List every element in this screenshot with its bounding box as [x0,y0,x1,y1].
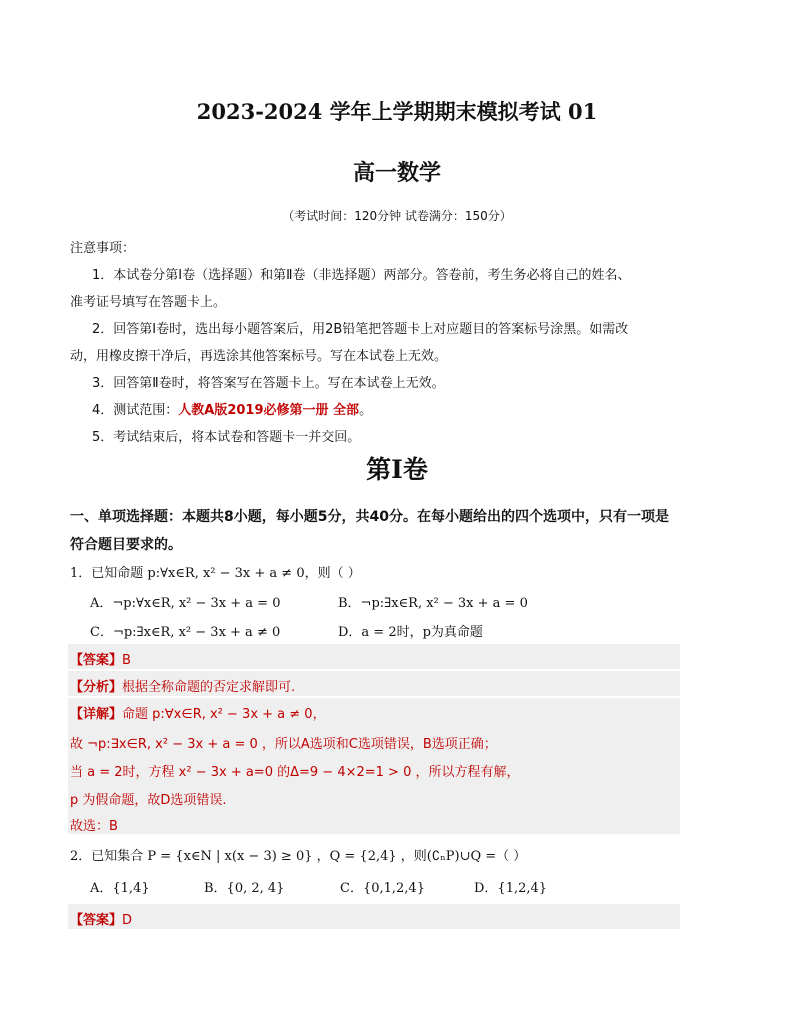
q1-analysis-text: 根据全称命题的否定求解即可. [122,680,296,695]
q2-option-c: C．{0,1,2,4} [340,881,425,896]
note-2-line-1: 2．回答第Ⅰ卷时，选出每小题答案后，用2B铅笔把答题卡上对应题目的答案标号涂黑。如需改 [92,322,629,337]
note-1-line-2: 准考证号填写在答题卡上。 [70,295,227,310]
subject-title: 高一数学 [352,160,441,186]
note-3: 3．回答第Ⅱ卷时，将答案写在答题卡上。写在本试卷上无效。 [92,376,445,391]
note-4-scope: 人教A版2019必修第一册 全部 [178,403,360,418]
q2-answer [70,909,132,928]
note-4-suffix: 。 [359,403,373,418]
q1-option-b: B．¬p:∃x∈R, x² − 3x + a = 0 [338,596,528,611]
q1-option-c: C．¬p:∃x∈R, x² − 3x + a ≠ 0 [90,625,281,640]
q1-detail-text-2: 故 ¬p:∃x∈R, x² − 3x + a = 0 ，所以A选项和C选项错误，B选项正确； [70,737,497,752]
q1-detail-text-1: 命题 p:∀x∈R, x² − 3x + a ≠ 0， [122,707,326,722]
q1-answer [70,649,131,668]
q2-option-b: B．{0, 2, 4} [204,881,285,896]
q1-detail-line-2 [70,733,497,752]
q1-choose [70,815,118,834]
q1-detail-line-4 [70,789,227,808]
section-1-line-2: 符合题目要求的。 [70,537,182,553]
q1-choose-text: 故选：B [70,819,118,834]
q1-analysis-label: 【分析】 [70,680,123,695]
q2-answer-label: 【答案】 [70,913,123,928]
note-5: 5．考试结束后，将本试卷和答题卡一并交回。 [92,430,361,445]
q1-detail-line-1 [70,703,326,722]
q1-answer-value: B [122,653,131,668]
q1-option-d: D．a = 2时，p为真命题 [338,625,483,640]
q1-analysis [70,676,295,695]
q1-answer-bar [68,644,680,669]
q2-option-d: D．{1,2,4} [474,881,548,896]
q1-detail-label: 【详解】 [70,707,123,722]
q1-detail-text-3: 当 a = 2时，方程 x² − 3x + a=0 的Δ=9 − 4×2=1 > 0 ，所以方程有解， [70,765,520,780]
note-4-prefix: 4．测试范围： [92,403,179,418]
notes-heading: 注意事项： [70,241,136,256]
q1-option-a: A．¬p:∀x∈R, x² − 3x + a = 0 [90,596,281,611]
q1-detail-line-3 [70,761,519,780]
q2-answer-bar [68,904,680,929]
exam-title: 2023-2024 学年上学期期末模拟考试 01 [196,99,598,124]
volume-title: 第Ⅰ卷 [366,455,428,484]
q2-answer-value: D [122,913,133,928]
q2-stem: 2．已知集合 P = {x∈N | x(x − 3) ≥ 0} ，Q = {2,4} ，则(∁ₙP)∪Q =（ ） [70,849,527,864]
q1-detail-text-4: p 为假命题，故D选项错误. [70,793,227,808]
note-1-line-1: 1．本试卷分第Ⅰ卷（选择题）和第Ⅱ卷（非选择题）两部分。答卷前，考生务必将自己的姓名、 [92,268,631,283]
note-2-line-2: 动，用橡皮擦干净后，再选涂其他答案标号。写在本试卷上无效。 [70,349,448,364]
q2-option-a: A．{1,4} [90,881,150,896]
exam-info: （考试时间：120分钟 试卷满分：150分） [282,209,512,223]
q1-answer-label: 【答案】 [70,653,123,668]
q1-stem: 1．已知命题 p:∀x∈R, x² − 3x + a ≠ 0，则（ ） [70,566,361,581]
note-4 [92,399,372,418]
section-1-line-1: 一、单项选择题：本题共8小题，每小题5分，共40分。在每小题给出的四个选项中，只有一项是 [70,509,669,525]
